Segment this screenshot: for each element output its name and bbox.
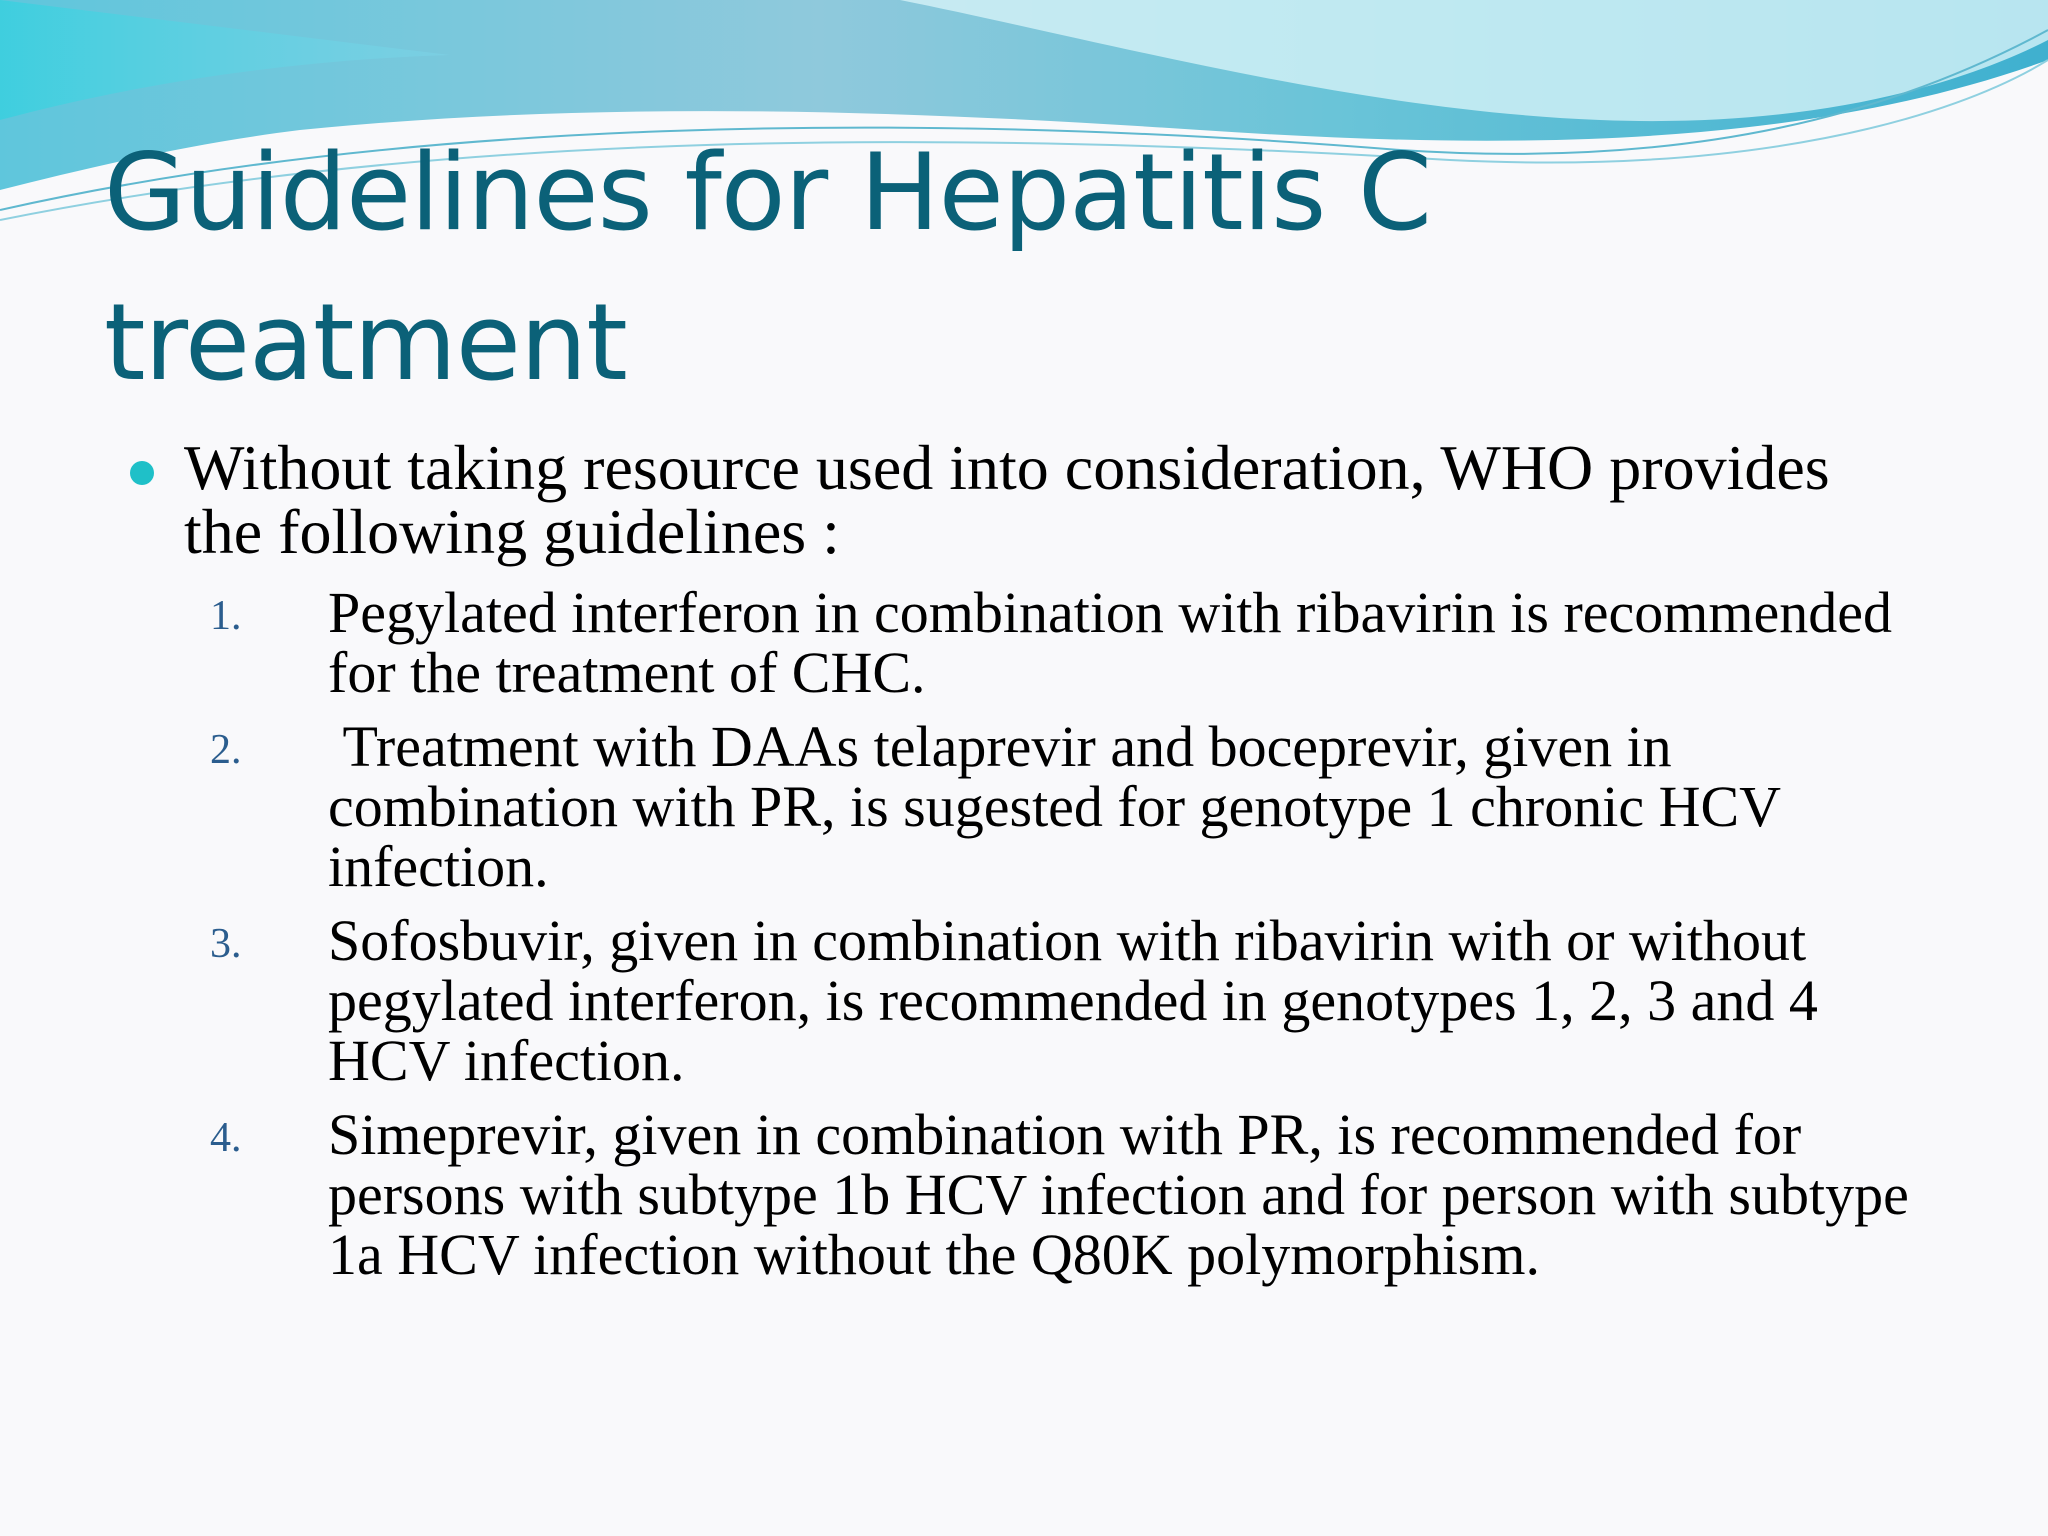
list-item-number: 4. xyxy=(210,1115,242,1161)
intro-text: Without taking resource used into consideration, WHO provides the following guidelines : xyxy=(184,432,1830,567)
list-item xyxy=(210,908,1930,1093)
bullet-dot-icon xyxy=(130,461,154,485)
list-item-number: 3. xyxy=(210,921,242,967)
list-item-number: 1. xyxy=(210,593,242,639)
intro-bullet xyxy=(130,432,1910,567)
list-item-text: Simeprevir, given in combination with PR, is recommended for persons with subtype 1b HCV infection and for person with subtype 1a HCV infection without the Q80K polymorphism. xyxy=(328,1102,1909,1287)
list-item xyxy=(210,714,1930,899)
list-item-number: 2. xyxy=(210,727,242,773)
guideline-list xyxy=(210,580,1930,1299)
list-item xyxy=(210,580,1930,705)
list-item-text: Pegylated interferon in combination with ribavirin is recommended for the treatment of CHC. xyxy=(328,580,1892,705)
list-item-text: Sofosbuvir, given in combination with ribavirin with or without pegylated interferon, is recommended in genotypes 1, 2, 3 and 4 HCV infection. xyxy=(328,908,1818,1093)
list-item-text: Treatment with DAAs telaprevir and boceprevir, given in combination with PR, is sugested for genotype 1 chronic HCV infection. xyxy=(328,714,1780,899)
list-item xyxy=(210,1102,1930,1287)
slide-title: Guidelines for Hepatitis C treatment xyxy=(104,131,1432,404)
